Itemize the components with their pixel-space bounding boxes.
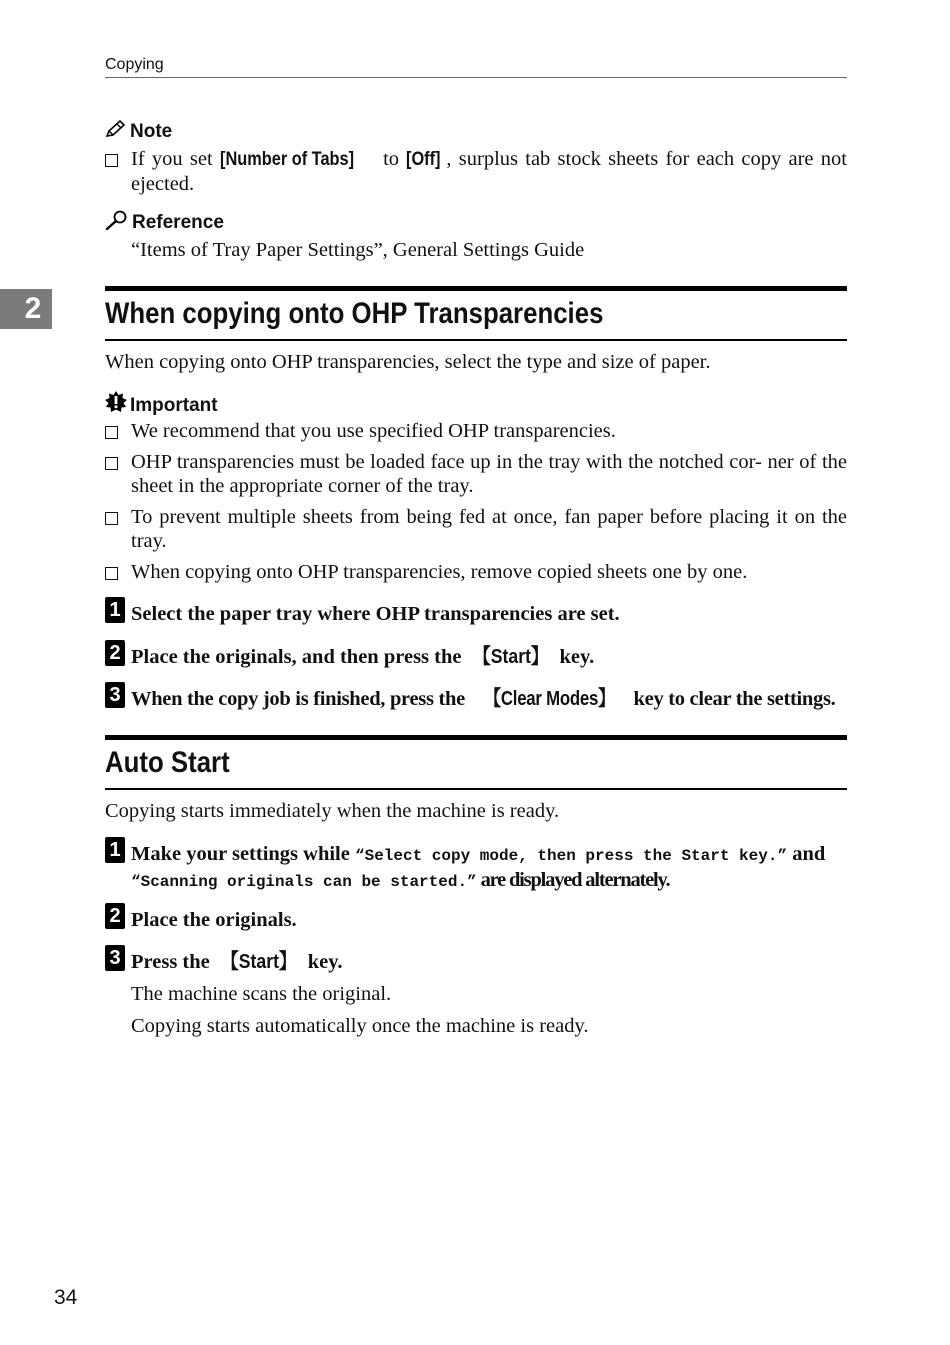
step-text-mid: and	[787, 843, 826, 865]
note-text-post: , surplus tab stock sheets for each copy are not ejected.	[131, 148, 847, 195]
note-heading	[105, 119, 172, 143]
chapter-number: 2	[24, 292, 42, 325]
reference-label: Reference	[132, 212, 224, 233]
chapter-tab	[0, 289, 52, 329]
pencil-icon	[105, 119, 127, 139]
section-top-rule	[105, 735, 847, 740]
step-text-post: key.	[554, 646, 595, 668]
important-bullet	[105, 505, 847, 553]
reference-text: “Items of Tray Paper Settings”, General Settings Guide	[131, 239, 585, 261]
step-text-post: are displayed alternately.	[476, 869, 670, 891]
note-bullet	[105, 147, 847, 196]
running-head: Copying	[105, 56, 164, 73]
step-number: 3	[105, 682, 125, 708]
step-text: Place the originals.	[131, 909, 297, 931]
step-text: Select the paper tray where OHP transparencies are set.	[131, 603, 620, 625]
checkbox-bullet-icon	[105, 426, 118, 439]
step-text-pre: Make your settings while	[131, 843, 355, 865]
step-number: 3	[105, 945, 125, 971]
note-label: Note	[130, 121, 173, 142]
note-text-pre: If you set	[131, 148, 220, 170]
ohp-step	[105, 640, 865, 669]
display-message-2: “Scanning originals can be started.”	[131, 873, 477, 891]
auto-intro: Copying starts immediately when the machine is ready.	[105, 800, 560, 822]
exclamation-burst-icon	[105, 391, 127, 413]
bullet-text: We recommend that you use specified OHP transparencies.	[131, 420, 616, 442]
bullet-text: When copying onto OHP transparencies, remove copied sheets one by one.	[131, 561, 748, 583]
checkbox-bullet-icon	[105, 154, 118, 167]
step-number: 2	[105, 640, 125, 666]
step-number: 1	[105, 837, 125, 863]
section-title-auto-start: Auto Start	[105, 746, 230, 779]
page-number: 34	[54, 1286, 78, 1309]
number-of-tabs-key: [Number of Tabs]	[219, 149, 355, 170]
important-heading	[105, 391, 218, 417]
note-text-mid: to	[375, 148, 407, 170]
step-result-text: The machine scans the original.	[131, 983, 392, 1005]
ohp-step	[105, 597, 865, 626]
bullet-text: To prevent multiple sheets from being fed at once, fan paper before placing it on the tray.	[131, 506, 847, 552]
step-number: 2	[105, 903, 125, 929]
step-result-text: Copying starts automatically once the machine is ready.	[131, 1015, 589, 1037]
header-rule	[105, 77, 847, 78]
section-top-rule	[105, 286, 847, 291]
bullet-text: OHP transparencies must be loaded face up in the tray with the notched cor- ner of the sheet in the appropriate corner of the tray.	[131, 451, 847, 497]
start-key: 【Start】	[221, 950, 297, 973]
reference-heading	[105, 210, 224, 234]
checkbox-bullet-icon	[105, 457, 118, 470]
important-bullet	[105, 450, 847, 498]
auto-step	[105, 945, 865, 974]
start-key: 【Start】	[472, 645, 549, 668]
clear-modes-key: 【Clear Modes】	[484, 687, 615, 710]
display-message-1: “Select copy mode, then press the Start key.”	[354, 847, 788, 865]
step-text-post: key.	[302, 951, 343, 973]
magnifier-icon	[105, 210, 129, 230]
ohp-step	[105, 682, 865, 711]
step-text-post: key to clear the settings.	[628, 688, 836, 710]
important-bullet	[105, 419, 847, 443]
off-key: [Off]	[406, 149, 441, 170]
step-text-pre: Place the originals, and then press the	[131, 646, 467, 668]
ohp-intro: When copying onto OHP transparencies, select the type and size of paper.	[105, 351, 711, 373]
section-bottom-rule	[105, 788, 847, 790]
auto-step	[105, 903, 865, 932]
section-title-ohp: When copying onto OHP Transparencies	[105, 297, 604, 330]
section-bottom-rule	[105, 339, 847, 341]
step-number: 1	[105, 597, 125, 623]
important-bullet	[105, 560, 847, 584]
checkbox-bullet-icon	[105, 512, 118, 525]
step-text-pre: When the copy job is finished, press the	[131, 688, 470, 710]
auto-step	[105, 837, 865, 894]
important-label: Important	[130, 395, 218, 416]
checkbox-bullet-icon	[105, 567, 118, 580]
step-text-pre: Press the	[131, 951, 215, 973]
